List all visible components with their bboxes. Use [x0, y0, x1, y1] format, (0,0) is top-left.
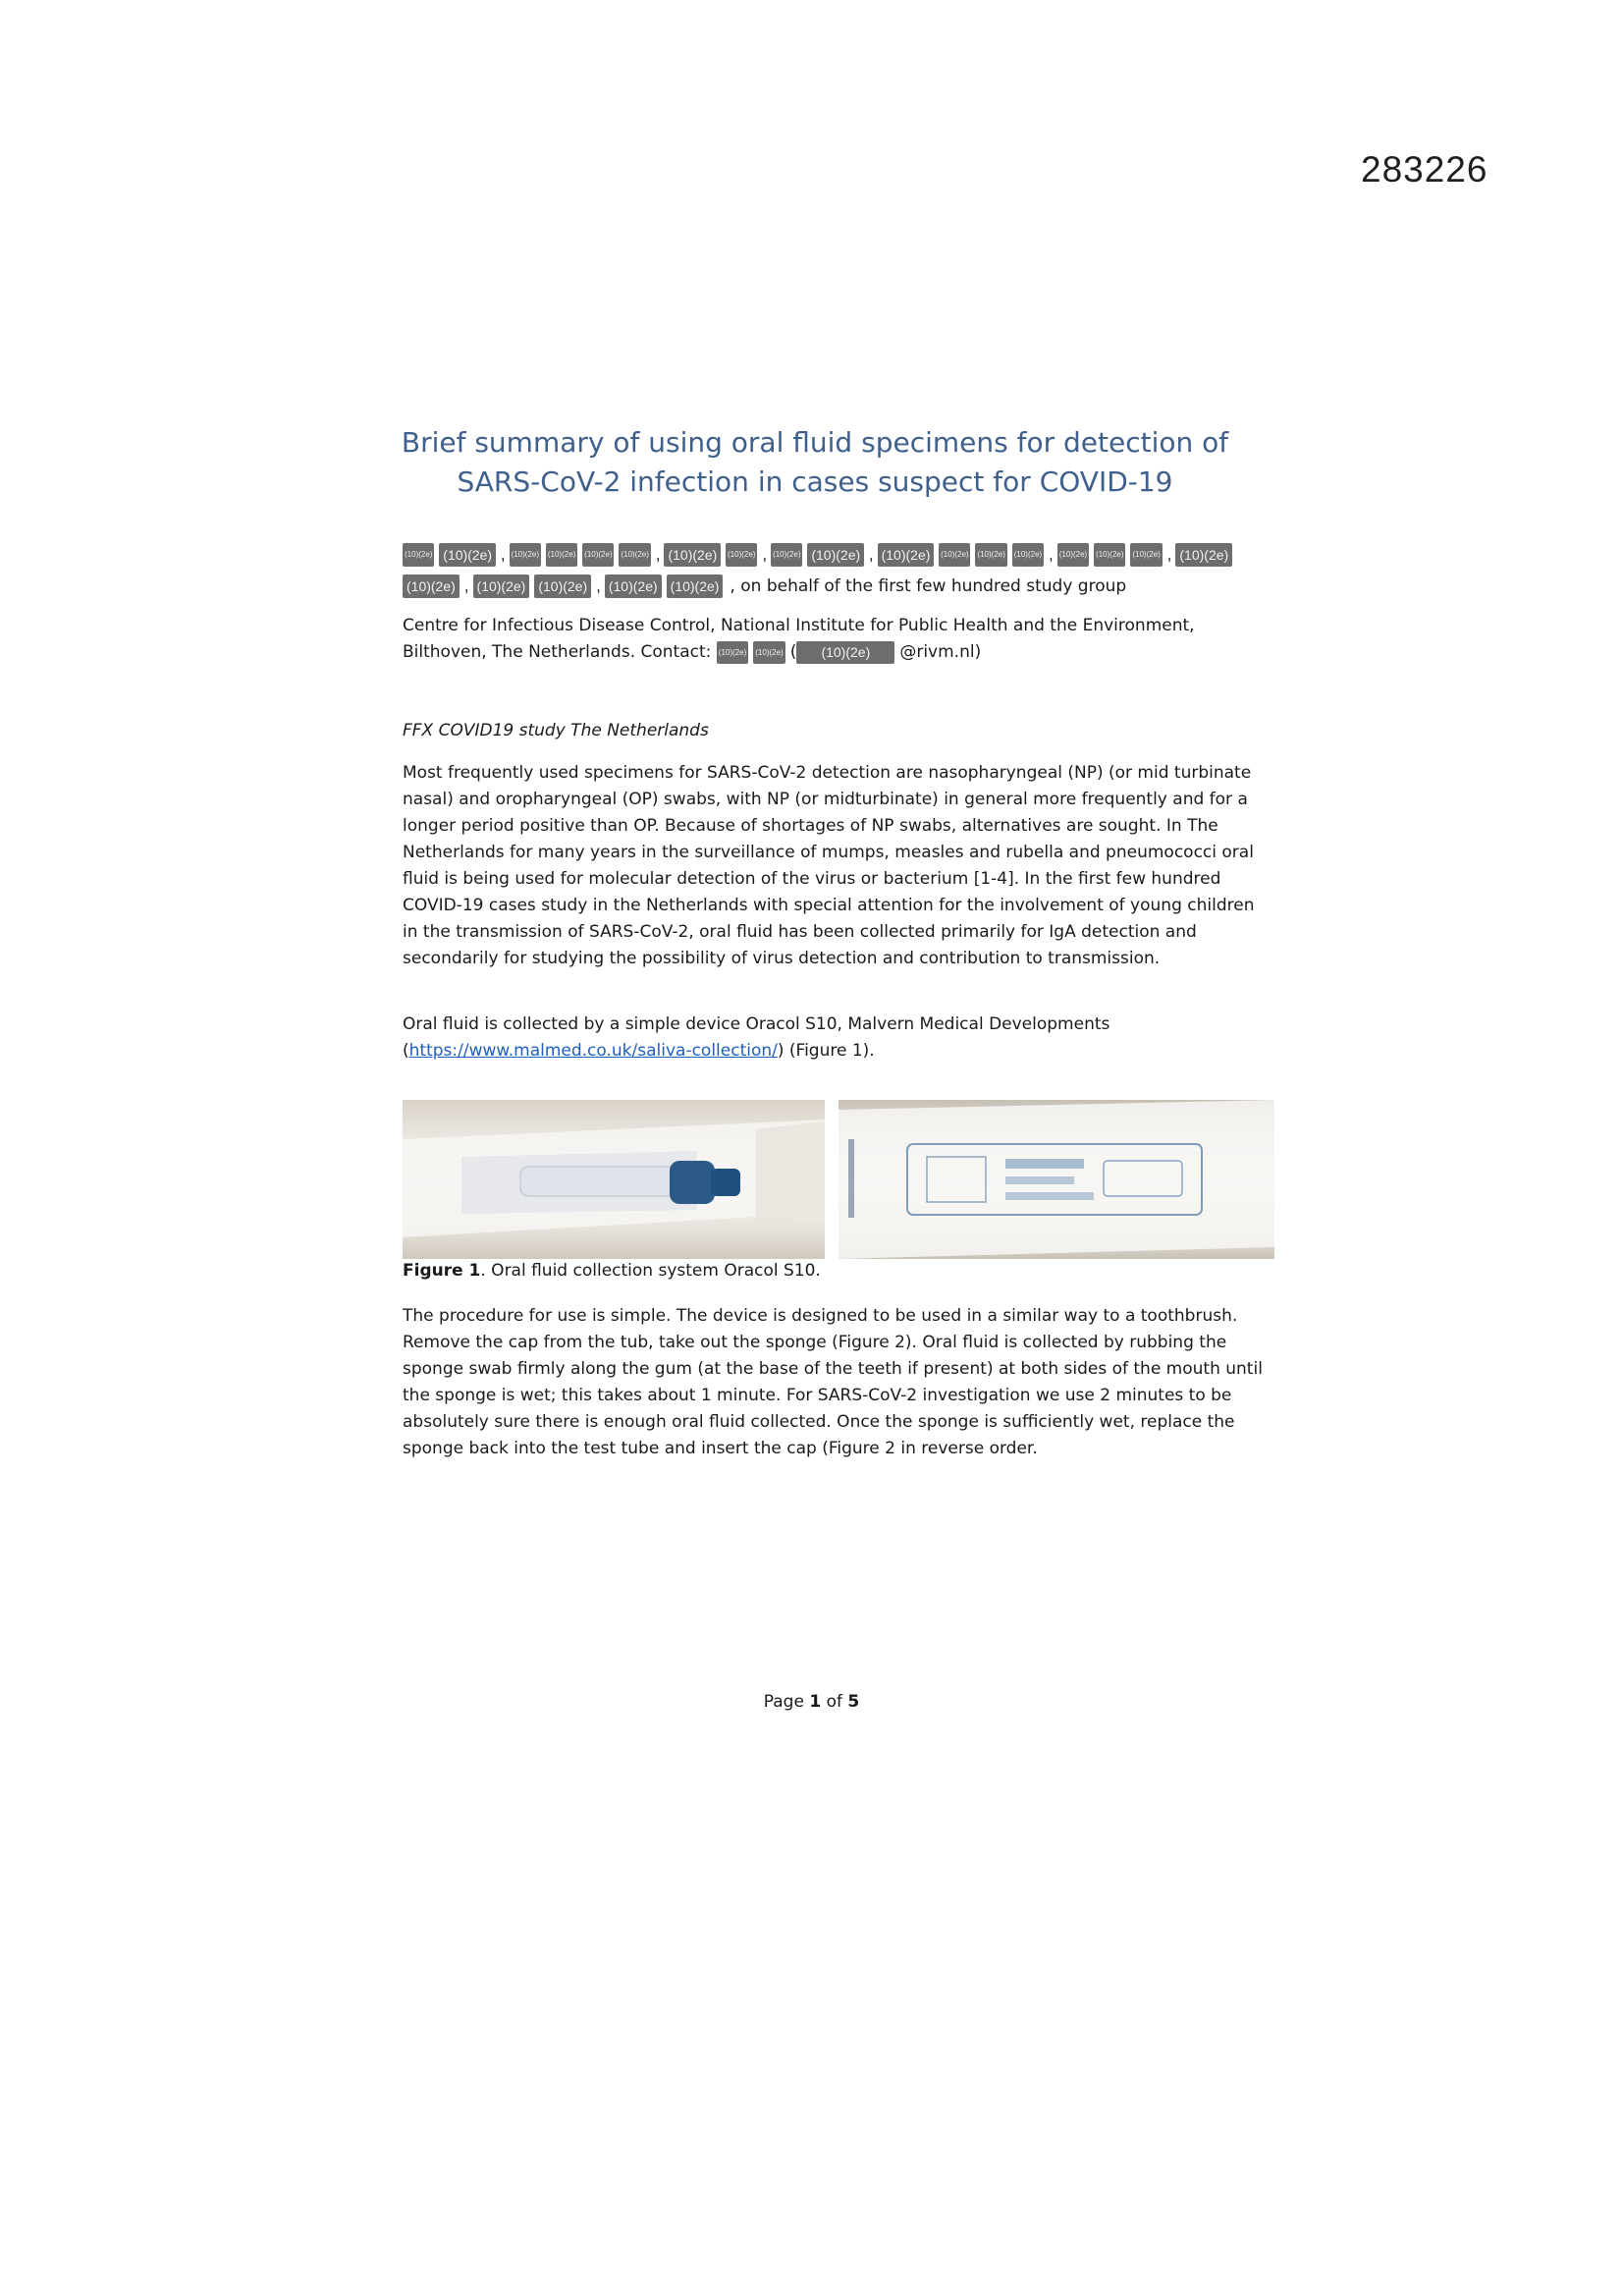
study-title: FFX COVID19 study The Netherlands [403, 721, 709, 740]
redacted-author: (10)(2e) [473, 574, 530, 598]
paragraph-device-end: ) (Figure 1). [777, 1041, 875, 1061]
page-label: Page [763, 1692, 804, 1712]
figure-label: Figure 1 [403, 1261, 481, 1281]
page-current: 1 [809, 1692, 822, 1712]
redacted-contact: (10)(2e) [717, 641, 748, 664]
affiliation: Centre for Infectious Disease Control, National Institute for Public Health and the Environment, Bilthoven, The Netherlands. Contact: (10)(2e) (10)(2e) ( (10)(2e) @rivm.nl) [403, 616, 1195, 662]
redacted-contact: (10)(2e) [753, 641, 784, 664]
author-list [403, 541, 1237, 604]
author-separator: , [868, 545, 874, 564]
author-separator: , [1166, 545, 1172, 564]
redacted-author: (10)(2e) [534, 574, 591, 598]
redacted-author: (10)(2e) [939, 543, 970, 567]
author-line-1 [403, 541, 1237, 569]
redacted-author: (10)(2e) [878, 543, 935, 567]
redacted-author: (10)(2e) [1130, 543, 1162, 567]
author-separator: , [596, 576, 601, 595]
redacted-author: (10)(2e) [619, 543, 650, 567]
redacted-author: (10)(2e) [403, 543, 434, 567]
document-title: Brief summary of using oral fluid specimens for detection of SARS-CoV-2 infection in cases suspect for COVID-19 [401, 426, 1229, 498]
author-separator: , [655, 545, 661, 564]
author-separator: , [762, 545, 768, 564]
oracol-photo-tube [403, 1100, 825, 1259]
document-number: 283226 [1361, 149, 1488, 190]
author-line-2 [403, 573, 1237, 600]
redacted-author: (10)(2e) [667, 574, 724, 598]
paragraph-intro: Most frequently used specimens for SARS-CoV-2 detection are nasopharyngeal (NP) (or mid turbinate nasal) and oropharyngeal (OP) swabs, with NP (or midturbinate) in general more frequently and for a longer period positive than OP. Because of shortages of NP swabs, alternatives are sought. In The Netherlands for many years in the surveillance of mumps, measles and rubella and pneumococci oral fluid is being used for molecular detection of the virus or bacterium [1-4]. In the first few hundred COVID-19 cases study in the Netherlands with special attention for the involvement of young children in the transmission of SARS-CoV-2, oral fluid has been collected primarily for IgA detection and secondarily for studying the possibility of virus detection and contribution to transmission. [403, 763, 1255, 968]
redacted-author: (10)(2e) [439, 543, 496, 567]
redacted-author: (10)(2e) [1057, 543, 1089, 567]
malmed-link[interactable]: https://www.malmed.co.uk/saliva-collection/ [408, 1041, 778, 1061]
author-separator: , [1049, 545, 1054, 564]
redacted-author: (10)(2e) [1175, 543, 1232, 567]
redacted-author: (10)(2e) [726, 543, 757, 567]
figure-caption-text: . Oral fluid collection system Oracol S10. [480, 1261, 821, 1281]
author-group-suffix: , on behalf of the first few hundred study group [730, 576, 1127, 596]
tube-illustration [403, 1100, 825, 1259]
redacted-author: (10)(2e) [510, 543, 541, 567]
redacted-author: (10)(2e) [1094, 543, 1125, 567]
affiliation-text: Centre for Infectious Disease Control, National Institute for Public Health and the Environment, Bilthoven, The Netherlands. Contact: [403, 616, 1195, 662]
redacted-author: (10)(2e) [605, 574, 662, 598]
redacted-author: (10)(2e) [664, 543, 721, 567]
redacted-author: (10)(2e) [771, 543, 802, 567]
page-footer [0, 1692, 1623, 1712]
redacted-author: (10)(2e) [1012, 543, 1044, 567]
author-separator: , [463, 576, 469, 595]
paragraph-device-text: Oral fluid is collected by a simple device Oracol S10, Malvern Medical Developments ( [403, 1014, 1110, 1061]
redacted-author: (10)(2e) [975, 543, 1006, 567]
page-total: 5 [847, 1692, 860, 1712]
redacted-author: (10)(2e) [582, 543, 614, 567]
oracol-photo-package [839, 1100, 1274, 1259]
paragraph-procedure: The procedure for use is simple. The device is designed to be used in a similar way to a toothbrush. Remove the cap from the tub, take out the sponge (Figure 2). Oral fluid is collected by rubbing the sponge swab firmly along the gum (at the base of the teeth if present) at both sides of the mouth until the sponge is wet; this takes about 1 minute. For SARS-CoV-2 investigation we use 2 minutes to be absolutely sure there is enough oral fluid collected. Once the sponge is sufficiently wet, replace the sponge back into the test tube and insert the cap (Figure 2 in reverse order. [403, 1306, 1263, 1458]
author-separator: , [500, 545, 506, 564]
email-domain: @rivm.nl) [899, 642, 982, 662]
paragraph-device [403, 1011, 1267, 1065]
redacted-email: (10)(2e) [796, 641, 894, 664]
redacted-author: (10)(2e) [546, 543, 577, 567]
figure-caption [403, 1261, 821, 1281]
redacted-author: (10)(2e) [403, 574, 460, 598]
page-of: of [826, 1692, 842, 1712]
redacted-author: (10)(2e) [807, 543, 864, 567]
package-illustration [839, 1100, 1274, 1259]
